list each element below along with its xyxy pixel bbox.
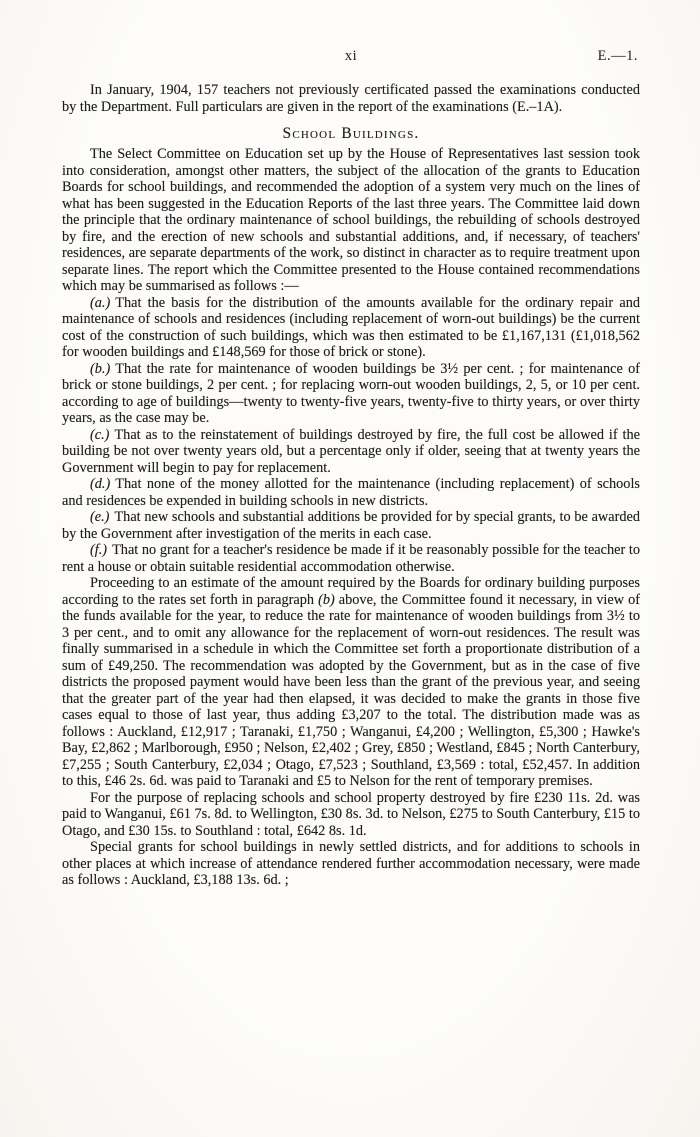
estimate-text-before: Proceeding to an estimate of the amount required by the Boards for ordinary building purposes according to the rates set forth in paragraph	[62, 575, 640, 608]
recommendation-marker: (f.)	[90, 542, 108, 558]
intro-paragraph: In January, 1904, 157 teachers not previously certificated passed the examinations conducted by the Department. Full particulars are given in the report of the examinations (E.–1A).	[62, 82, 640, 115]
document-body	[62, 82, 640, 889]
paragraph-b-reference: (b)	[318, 591, 335, 608]
recommendation-item-c	[62, 427, 640, 477]
recommendation-item-f	[62, 542, 640, 575]
recommendation-marker: (c.)	[90, 426, 110, 443]
recommendation-marker: (e.)	[90, 509, 110, 525]
lead-paragraph: The Select Committee on Education set up by the House of Representatives last session took into consideration, amongst other matters, the subject of the allocation of the grants to Education Boards for school buildings, and recommended the adoption of a system very much on the lines of what has been suggested in the Education Reports of the last three years. The Committee laid down the principle that the ordinary maintenance of school buildings, the rebuilding of schools destroyed by fire, and the erection of new schools and substantial additions, and, if necessary, of teachers' residences, are separate departments of the work, so distinct in character as to require treatment upon separate lines. The report which the Committee presented to the House contained recommendations which may be summarised as follows :—	[62, 146, 640, 294]
recommendation-text: That the basis for the distribution of the amounts available for the ordinary repair and maintenance of schools and residences (including replacement of worn-out buildings) be the current cost of the construction of such buildings, which was then estimated to be £1,167,131 (£1,018,562 for wooden buildings and £148,569 for those of brick or stone).	[62, 294, 640, 360]
page-number: xi	[344, 48, 358, 64]
report-code: E.—1.	[597, 48, 638, 64]
estimate-distribution-paragraph	[62, 575, 640, 790]
recommendation-item-d	[62, 476, 640, 509]
recommendation-marker: (d.)	[90, 476, 111, 492]
recommendation-marker: (b.)	[90, 360, 111, 377]
page-header	[62, 48, 640, 68]
recommendation-item-e	[62, 509, 640, 542]
recommendation-text: That as to the reinstatement of buildings destroyed by fire, the full cost be allowed if the building be not over twenty years old, but a percentage only if older, seeing that at twenty years the Government will begin to pay for replacement.	[62, 426, 640, 476]
recommendation-marker: (a.)	[90, 294, 111, 311]
recommendation-text: That no grant for a teacher's residence be made if it be reasonably possible for the teacher to rent a house or obtain suitable residential accommodation otherwise.	[62, 542, 640, 575]
recommendation-item-b	[62, 361, 640, 427]
recommendation-item-a	[62, 295, 640, 361]
special-grants-paragraph: Special grants for school buildings in newly settled districts, and for additions to schools in other places at which increase of attendance rendered further accommodation necessary, were made as follows : Auckland, £3,188 13s. 6d. ;	[62, 839, 640, 888]
recommendation-text: That new schools and substantial additions be provided for by special grants, to be awarded by the Government after investigation of the merits in each case.	[62, 509, 640, 542]
recommendation-text: That none of the money allotted for the maintenance (including replacement) of schools and residences be expended in building schools in new districts.	[62, 476, 640, 509]
fire-replacement-paragraph: For the purpose of replacing schools and school property destroyed by fire £230 11s. 2d. was paid to Wanganui, £61 7s. 8d. to Wellington, £30 8s. 3d. to Nelson, £275 to South Canterbury, £15 to Otago, and £30 15s. to Southland : total, £642 8s. 1d.	[62, 789, 640, 839]
estimate-text-after: above, the Committee found it necessary, in view of the funds available for the year, to reduce the rate for maintenance of wooden buildings from 3½ to 3 per cent., and to omit any allowance for the replacement of worn-out residences. The result was finally summarised in a schedule in which the Committee set forth a proportionate distribution of a sum of £49,250. The recommendation was adopted by the Government, but as in the case of five districts the proposed payment would have been less than the grant of the previous year, and seeing that the greater part of the year had then elapsed, it was decided to make the grants in those five cases equal to those of last year, thus adding £3,207 to the total. The distribution made was as follows : Auckland, £12,917 ; Taranaki, £1,750 ; Wanganui, £4,200 ; Wellington, £5,300 ; Hawke's Bay, £2,862 ; Marlborough, £950 ; Nelson, £2,402 ; Grey, £850 ; Westland, £845 ; North Canterbury, £7,255 ; South Canterbury, £2,034 ; Otago, £7,523 ; Southland, £3,569 : total, £52,457. In addition to this, £46 2s. 6d. was paid to Taranaki and £5 to Nelson for the rent of temporary premises.	[62, 591, 640, 789]
recommendation-text: That the rate for maintenance of wooden buildings be 3½ per cent. ; for maintenance of brick or stone buildings, 2 per cent. ; for replacing worn-out wooden buildings, 2, 5, or 10 per cent. according to age of buildings—twenty to twenty-five years, twenty-five to thirty years, or over thirty years, as the case may be.	[62, 360, 640, 426]
section-heading: School Buildings.	[282, 125, 420, 142]
